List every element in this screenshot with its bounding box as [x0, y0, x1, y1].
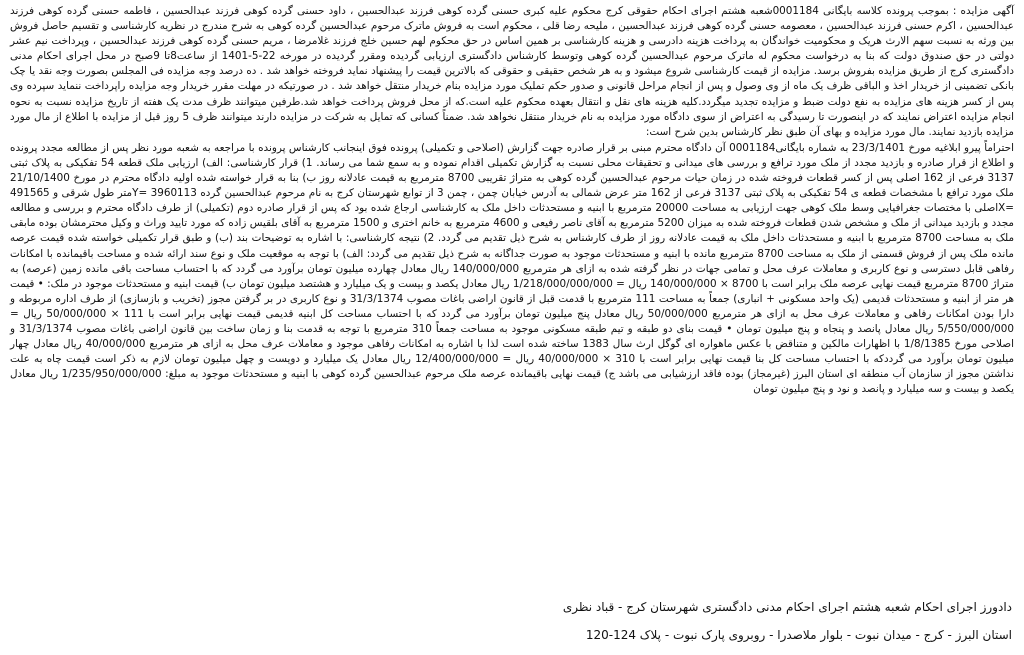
notice-signature: دادورز اجرای احکام شعبه هشتم اجرای احکام مدنی دادگستری شهرستان کرج - قباد نظری — [562, 600, 1012, 614]
notice-address: استان البرز - کرج - میدان نبوت - بلوار ملاصدرا - روبروی پارک نبوت - پلاک 124-120 — [585, 628, 1012, 642]
notice-paragraph-intro: آگهی مزایده : بموجب پرونده کلاسه بایگانی 0001184شعبه هشتم اجرای احکام حقوقی کرج محکوم علیه کبری حسنی گرده کوهی فرزند عبدالحسین ، داود حسنی گرده کوهی فرزند عبدالحسین ، فاطمه حسنی گرده کوهی فرزند عبدالحسین ، اکرم حسنی فرزند عبدالحسین ، معصومه حسنی گرده کوهی فرزند عبدالحسین ، ملیحه رضا قلی ، محکوم است به فروش ماترک مرحوم عبدالحسین گرده کوهی به شرح مندرج در نظریه کارشناسی و تقسیم حاصل فروش بین ورثه به نسبت سهم الارث هریک و محکومیت خواندگان به پرداخت هزینه دادرسی و هزینه کارشناسی بر همین اساس در حق محکوم لهم حسین خلج فرزند غلامرضا ، مریم حسنی گرده کوهی فرزند عبدالحسین ، وپرداخت نیم عشر دولتی در حق صندوق دولت که بنا به درخواست محکوم له ماترک مرحوم عبدالحسین گرده کوهی وتوسط کارشناس دادگستری ارزیابی گردیده ومقرر گردیده در مورخه 22-5-1401 از ساعت8تا 9صبح در محل اجرای احکام مدنی دادگستری کرج از طریق مزایده بفروش برسد. مزایده از قیمت کارشناسی شروع میشود و به هر شخص حقیقی و حقوقی که بالاترین قیمت را پیشنهاد نماید فروخته خواهد شد . ده درصد وجه مزایده فی المجلس بصورت وجه نقد یا چک بانکی تضمینی از خریدار اخذ و الباقی ظرف یک ماه از وی وصول و پس از انجام مراحل قانونی و صدور حکم تملیک مورد مزایده بنام خریدار منتقل خواهد شد . در صورتیکه در مهلت مقرر خریدار وجه مزایده راپرداخت ننماید سپرده وی پس از کسر هزینه های مزایده به نفع دولت ضبط و مزایده تجدید میگردد.کلیه هزینه های نقل و انتقال بعهده محکوم علیه است.که از محل فروش پرداخت خواهد شد.طرفین میتوانند ظرف مدت یک هفته از تاریخ مزایده نسبت به نحوه انجام مزایده اعتراض نمایند که در اینصورت تا رسیدگی به اعتراض از سوی دادگاه مورد مزایده به نام خریدار منتقل نخواهد شد. ضمناً کسانی که تمایل به شرکت در مزایده دارند میتوانند ظرف 5 روز قبل از مزایده با اطلاع از مال مورد مزایده بازدید نمایند. مال مورد مزایده و بهای آن طبق نظر کارشناس بدین شرح است: — [10, 5, 1014, 138]
notice-paragraph-expert-report: احتراماً پیرو ابلاغیه مورخ 23/3/1401 به شماره بایگانی0001184 آن دادگاه محترم مبنی بر قرار صادره جهت گزارش (اصلاحی و تکمیلی) پرونده فوق اینجانب کارشناس پرونده با مراجعه به شعبه مورد نظر پس از مطالعه مجدد پرونده و اطلاع از قرار صادره و بازدید مجدد از ملک مورد ترافع و بررسی های میدانی و تحقیقات محلی نسبت به گزارش تکمیلی اقدام نموده و به سمع شما می رساند. 1) قرار کارشناسی: الف) ارزیابی ملک قطعه 54 تفکیکی به پلاک ثبتی 3137 فرعی از 162 اصلی پس از کسر قطعات فروخته شده در زمان حیات مرحوم عبدالحسین گرده کوهی به متراژ تقریبی 8700 مترمربع به قیمت عادلانه روز ب) بنا به قرار خواسته شده اولیه دادگاه محترم در مورخ 21/10/1400 ملک مورد ترافع با مشخصات قطعه ی 54 تفکیکی به پلاک ثبتی 3137 فرعی از 162 متر عرض شمالی به آدرس خیابان چمن ، چمن 3 از توابع شهرستان کرج به نام مرحوم عبدالحسین گرده 3960113 =Yمتر طول شرقی و 491565 =Xاصلی با مختصات جغرافیایی وسط ملک کوهی جهت ارزیابی به مساحت 20000 مترمربع با ابنیه و مستحدثات داخل ملک به کارشناسی ارجاع شده بود که پس از قرار صادره دوم (تکمیلی) از طرف دادگاه محترم و بررسی و مطالعه مجدد و بازدید میدانی از ملک و مشخص شدن قطعات فروخته شده به میزان 5200 مترمربع به آقای ناصر رفیعی و 4600 مترمربع به خانم اختری و 1500 مترمربع به آقای بلقیس زاده که مورد تایید وراث و وکیل محترمشان بوده مابقی ملک به مساحت 8700 مترمربع با ابنیه و مستحدثات داخل ملک به قیمت عادلانه روز از طرف کارشناس به شرح ذیل تقدیم می گردد. 2) نتیجه کارشناسی: با اشاره به توضیحات بند (ب) و طبق قرار تکمیلی خواسته شده قیمت عرصه مانده ملک پس از فروش قسمتی از ملک به مساحت 8700 مترمربع مانده با ابنیه و مستحدثات موجود به صورت جداگانه به شرح ذیل تقدیم می گردد: الف) با توجه به موقعیت ملک و نوع سند ارائه شده و مساحت باقیمانده با امکانات رفاهی قابل دسترسی و نوع کاربری و معاملات عرف محل و تمامی جهات در نظر گرفته شده به ازای هر مترمربع 140/000/000 ریال معادل چهارده میلیون تومان برآورد می گردد که با احتساب مساحت باقی مانده زمین (عرصه) به متراژ 8700 مترمربع قیمت نهایی عرصه ملک برابر است با 8700 × 140/000/000 ریال = 1/218/000/000/000 ریال معادل یکصد و بیست و یک میلیارد و هشتصد میلیون تومان ب) قیمت ابنیه و مستحدثات موجود در ملک: • قیمت هر متر از ابنیه و مستحدثات قدیمی (یک واحد مسکونی + انباری) جمعاً به مساحت 111 مترمربع با قدمت قبل از قانون اراضی باغات مصوب 31/3/1374 و نوع کاربری در بر گرفتن مجوز (تخریب و بازسازی) از طرف اداره مربوطه و دارا بودن امکانات رفاهی و معاملات عرف محل به ازای هر مترمربع 50/000/000 ریال معادل پنج میلیون تومان برآورد می گردد که با احتساب مساحت کل ابنیه قدیمی قیمت نهایی برابر است با 111 × 50/000/000 ریال = 5/550/000/000 ریال معادل پانصد و پنجاه و پنج میلیون تومان • قیمت بنای دو طبقه و تیم طبقه مسکونی موجود به مساحت جمعاً 310 مترمربع با توجه به قدمت بنا و زمان ساخت بین قانون اراضی باغات مصوب 31/3/1374 و اصلاحی مورخ 1/8/1385 با اظهارات مالکین و متناقض با عکس ماهواره ای گوگل ارث سال 1383 ساخته شده است لذا با اشاره به امکانات رفاهی موجود و معاملات عرف محل به ازای هر مترمربع 40/000/000 ریال معادل چهار میلیون تومان برآورد می گرددکه با احتساب مساحت کل بنا قیمت نهایی برابر است با 310 × 40/000/000 ریال = 12/400/000/000 ریال معادل یک میلیارد و دویست و چهل میلیون تومان لازم به ذکر است قیمت چاه به علت نداشتن مجوز از سازمان آب منطقه ای استان البرز (غیرمجاز) بوده فاقد ارزشیابی می باشد ج) قیمت نهایی باقیمانده عرصه ملک مرحوم عبدالحسین گرده کوهی با ابنیه و مستحدثات موجود به مبلغ: 1/235/950/000/000 ریال معادل یکصد و بیست و سه میلیارد و پانصد و نود و پنج میلیون تومان — [10, 141, 1015, 396]
